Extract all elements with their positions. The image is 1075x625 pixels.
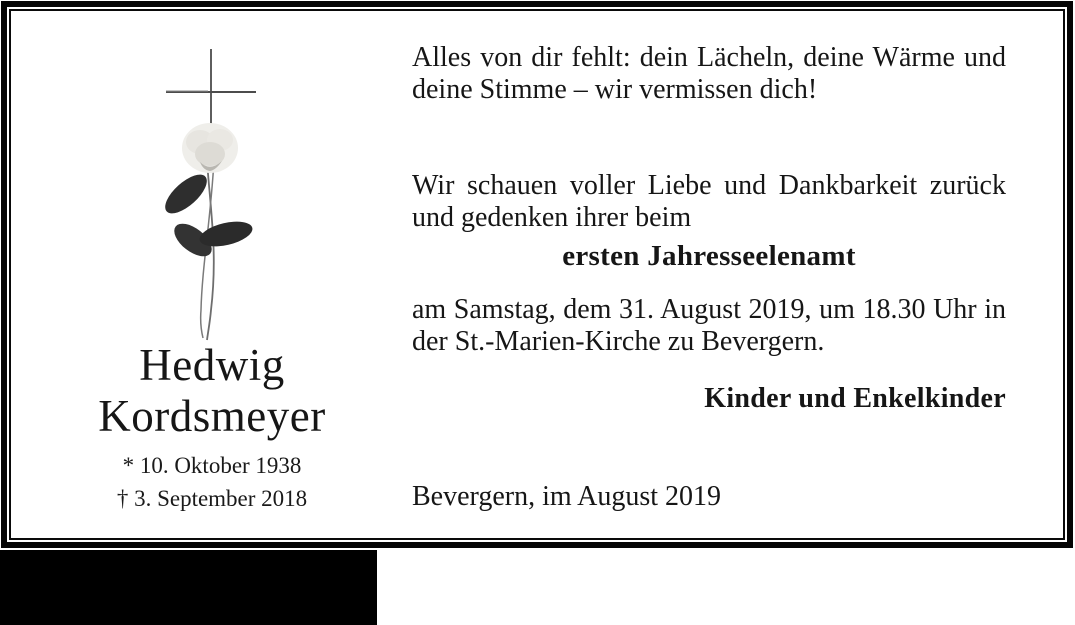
event-details-paragraph — [412, 294, 1006, 358]
event-details-line-1: am Samstag, dem 31. August 2019, um 18.30 Uhr in — [412, 294, 1006, 325]
deceased-last-name: Kordsmeyer — [98, 391, 326, 441]
event-title: ersten Jahresseelenamt — [562, 240, 856, 272]
invitation-paragraph — [412, 170, 1006, 234]
place-date-line: Bevergern, im August 2019 — [412, 481, 722, 512]
event-details-line-2: der St.-Marien-Kirche zu Bevergern. — [412, 326, 825, 357]
bottom-black-bar — [0, 550, 377, 625]
deceased-first-name: Hedwig — [139, 340, 285, 390]
intro-line-2: deine Stimme – wir vermissen dich! — [412, 74, 818, 105]
life-dates — [28, 449, 396, 515]
invitation-line-1: Wir schauen voller Liebe und Dankbarkeit zurück — [412, 170, 1006, 201]
intro-paragraph — [412, 42, 1006, 106]
signature-line: Kinder und Enkelkinder — [704, 383, 1006, 414]
cross-rose-image — [148, 42, 278, 347]
death-date: † 3. September 2018 — [116, 486, 308, 511]
birth-date: * 10. Oktober 1938 — [122, 453, 302, 478]
deceased-name — [28, 340, 396, 442]
invitation-line-2: und gedenken ihrer beim — [412, 202, 692, 233]
intro-line-1: Alles von dir fehlt: dein Lächeln, deine Wärme und — [412, 42, 1006, 73]
